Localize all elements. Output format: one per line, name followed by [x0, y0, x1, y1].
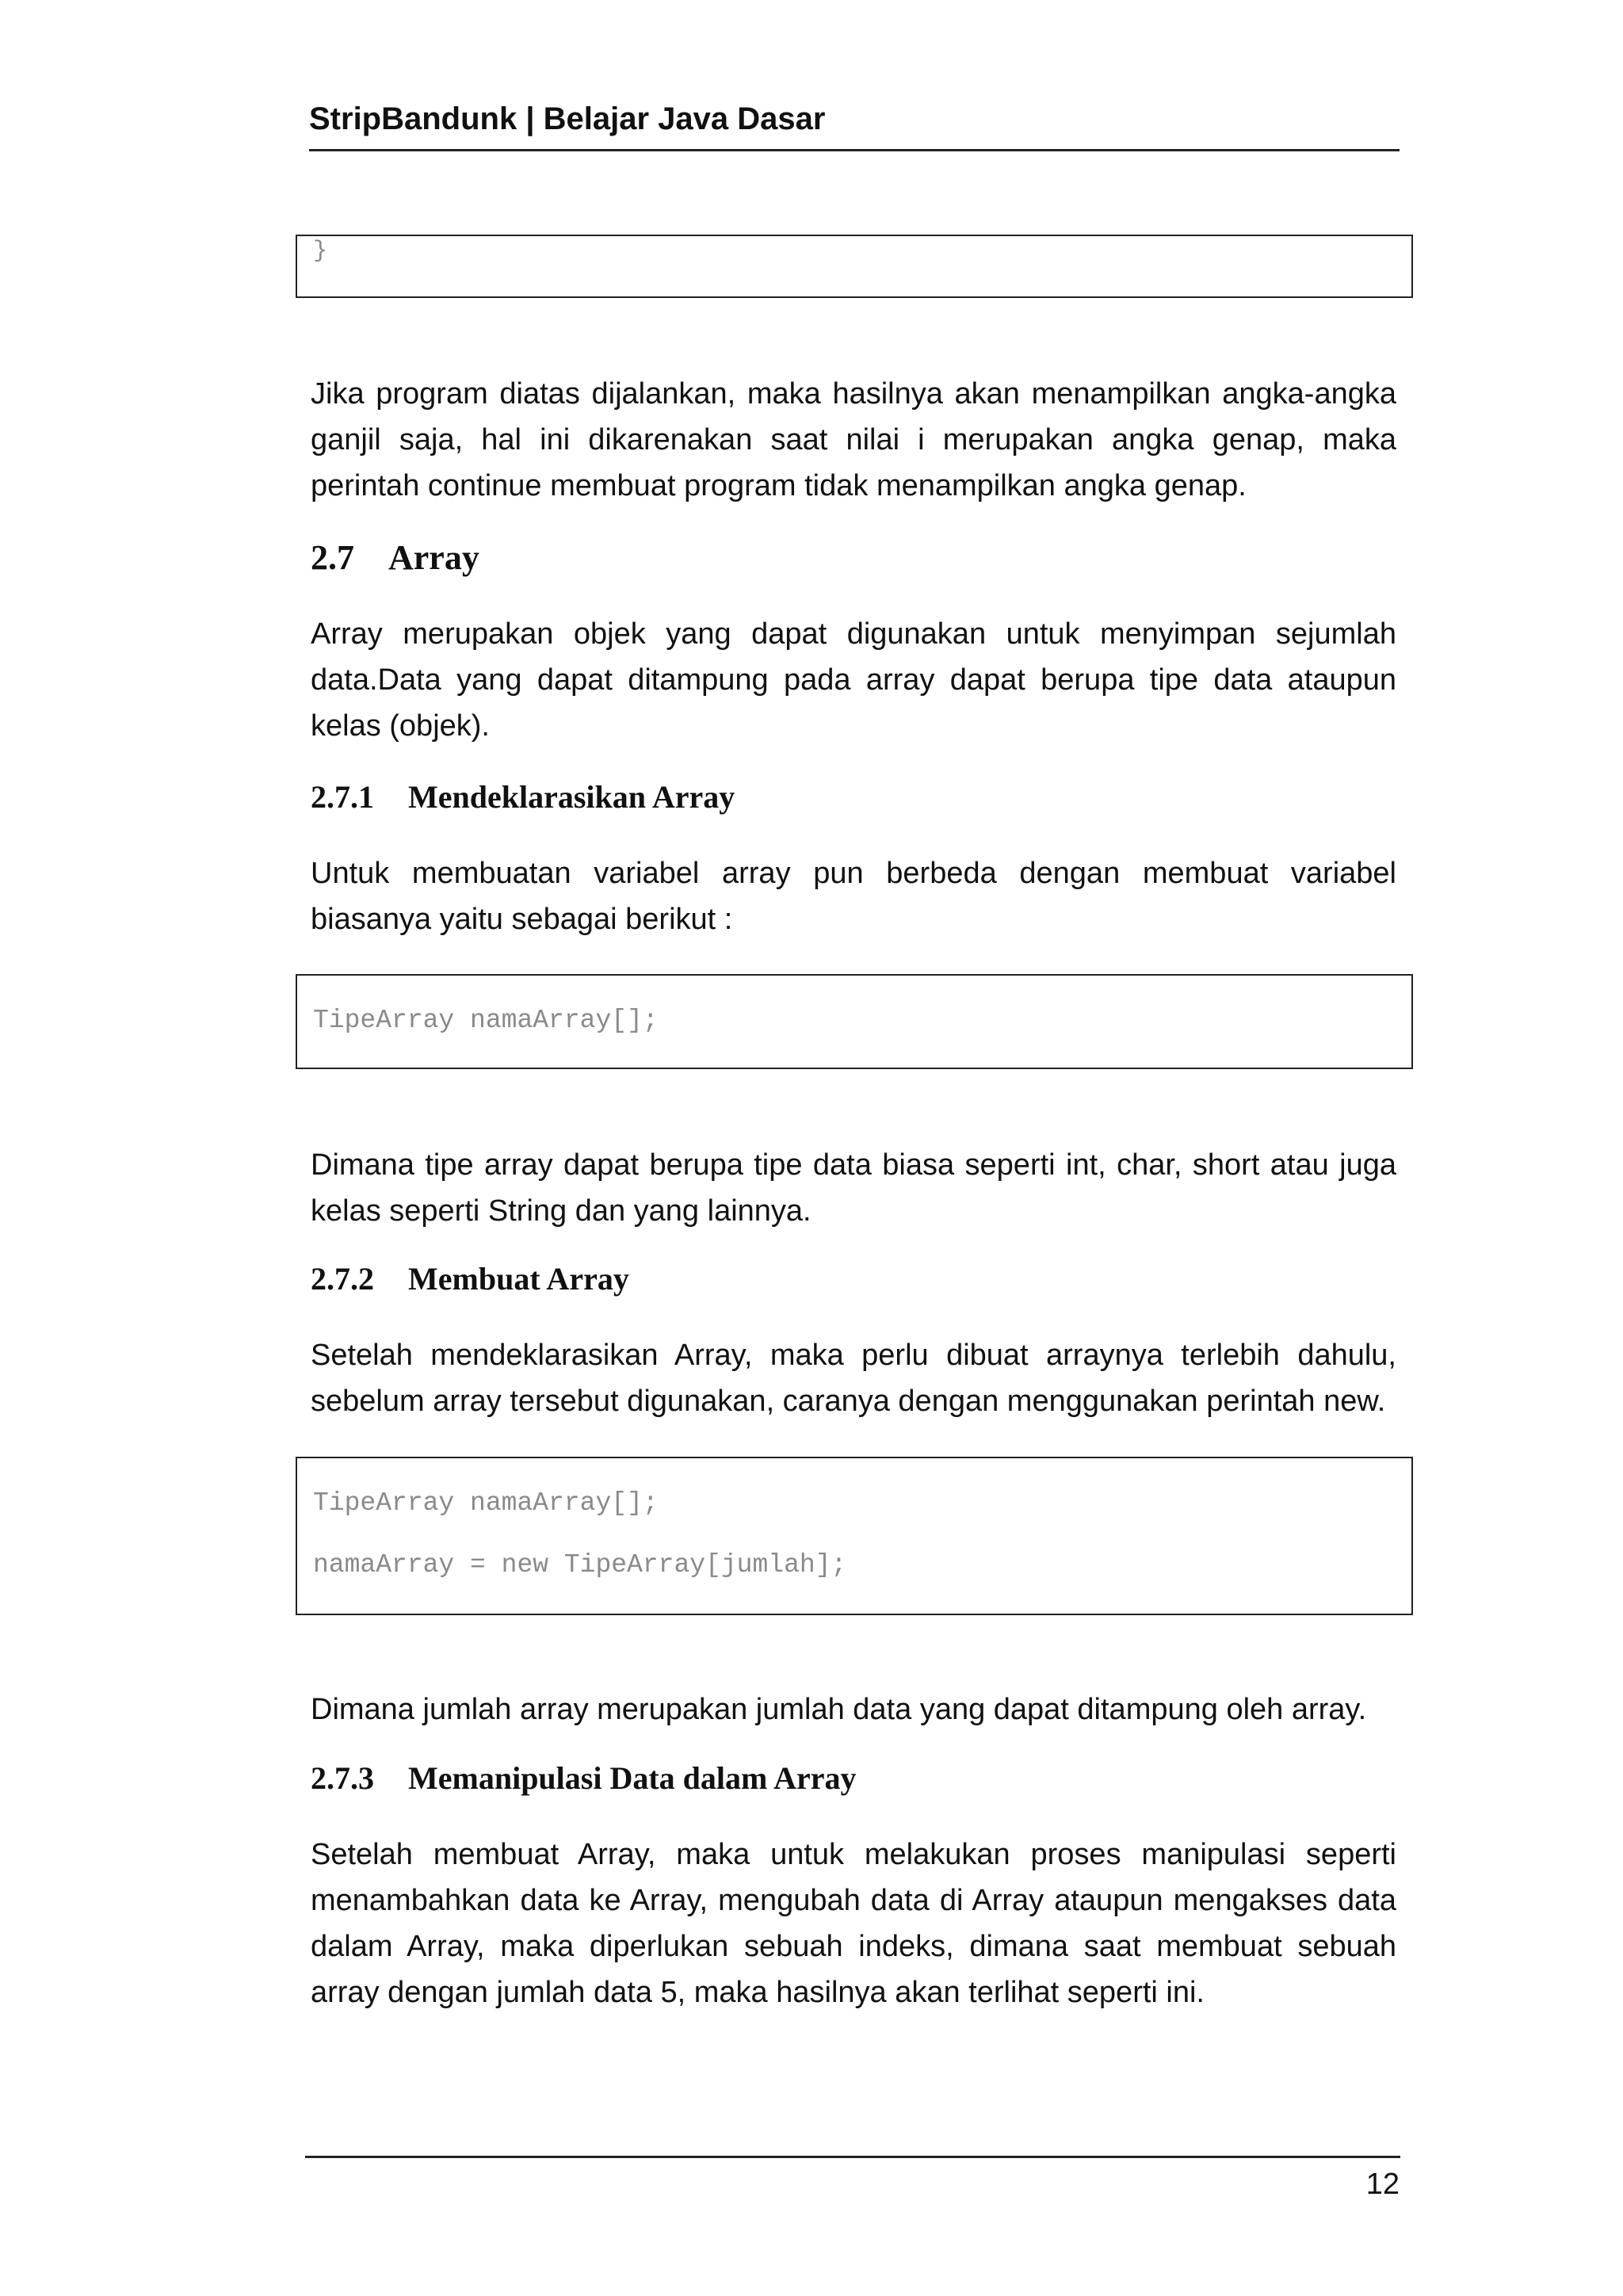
- code-block-create-array: [296, 1457, 1413, 1615]
- paragraph-program-output: Jika program diatas dijalankan, maka hasilnya akan menampilkan angka-angka ganjil saja, hal ini dikarenakan saat nilai i merupakan angka genap, maka perintah continue membuat program tidak menampilkan angka genap.: [311, 377, 1396, 502]
- section-number: 2.7: [311, 538, 354, 577]
- page-header: [309, 94, 1400, 151]
- subsection-heading-manipulate-array: [311, 1759, 857, 1797]
- code-line: namaArray = new TipeArray[jumlah];: [313, 1550, 847, 1580]
- page-number: 12: [1365, 2168, 1400, 2201]
- subsection-number: 2.7.3: [311, 1760, 374, 1796]
- subsection-title: Mendeklarasikan Array: [408, 779, 735, 815]
- paragraph-create-array: Setelah mendeklarasikan Array, maka perlu dibuat arraynya terlebih dahulu, sebelum array tersebut digunakan, caranya dengan menggunakan perintah new.: [311, 1339, 1396, 1418]
- code-line: }: [313, 238, 328, 265]
- paragraph-array-types: Dimana tipe array dapat berupa tipe data biasa seperti int, char, short atau juga kelas seperti String dan yang lainnya.: [311, 1148, 1396, 1228]
- subsection-heading-create-array: [311, 1260, 629, 1297]
- header-title: StripBandunk | Belajar Java Dasar: [309, 101, 826, 136]
- subsection-title: Membuat Array: [408, 1261, 629, 1297]
- code-block-declaration: [296, 974, 1413, 1069]
- subsection-number: 2.7.1: [311, 779, 374, 815]
- subsection-heading-declare-array: [311, 778, 735, 816]
- paragraph-array-size: Dimana jumlah array merupakan jumlah data yang dapat ditampung oleh array.: [311, 1693, 1367, 1726]
- section-heading-array: [311, 537, 479, 578]
- subsection-number: 2.7.2: [311, 1261, 374, 1297]
- footer-divider: [305, 2156, 1400, 2158]
- paragraph-manipulate-array: Setelah membuat Array, maka untuk melakukan proses manipulasi seperti menambahkan data ke Array, mengubah data di Array ataupun mengakses data dalam Array, maka diperlukan sebuah indeks, dimana saat membuat sebuah array dengan jumlah data 5, maka hasilnya akan terlihat seperti ini.: [311, 1838, 1396, 2009]
- subsection-title: Memanipulasi Data dalam Array: [408, 1760, 857, 1796]
- paragraph-array-definition: Array merupakan objek yang dapat digunakan untuk menyimpan sejumlah data.Data yang dapat ditampung pada array dapat berupa tipe data ataupun kelas (objek).: [311, 617, 1396, 743]
- code-line: TipeArray namaArray[];: [313, 1488, 659, 1518]
- paragraph-declare-array: Untuk membuatan variabel array pun berbeda dengan membuat variabel biasanya yaitu sebagai berikut :: [311, 857, 1396, 936]
- code-block-closing-brace: [296, 235, 1413, 298]
- code-line: TipeArray namaArray[];: [313, 1006, 659, 1035]
- section-title: Array: [388, 538, 479, 577]
